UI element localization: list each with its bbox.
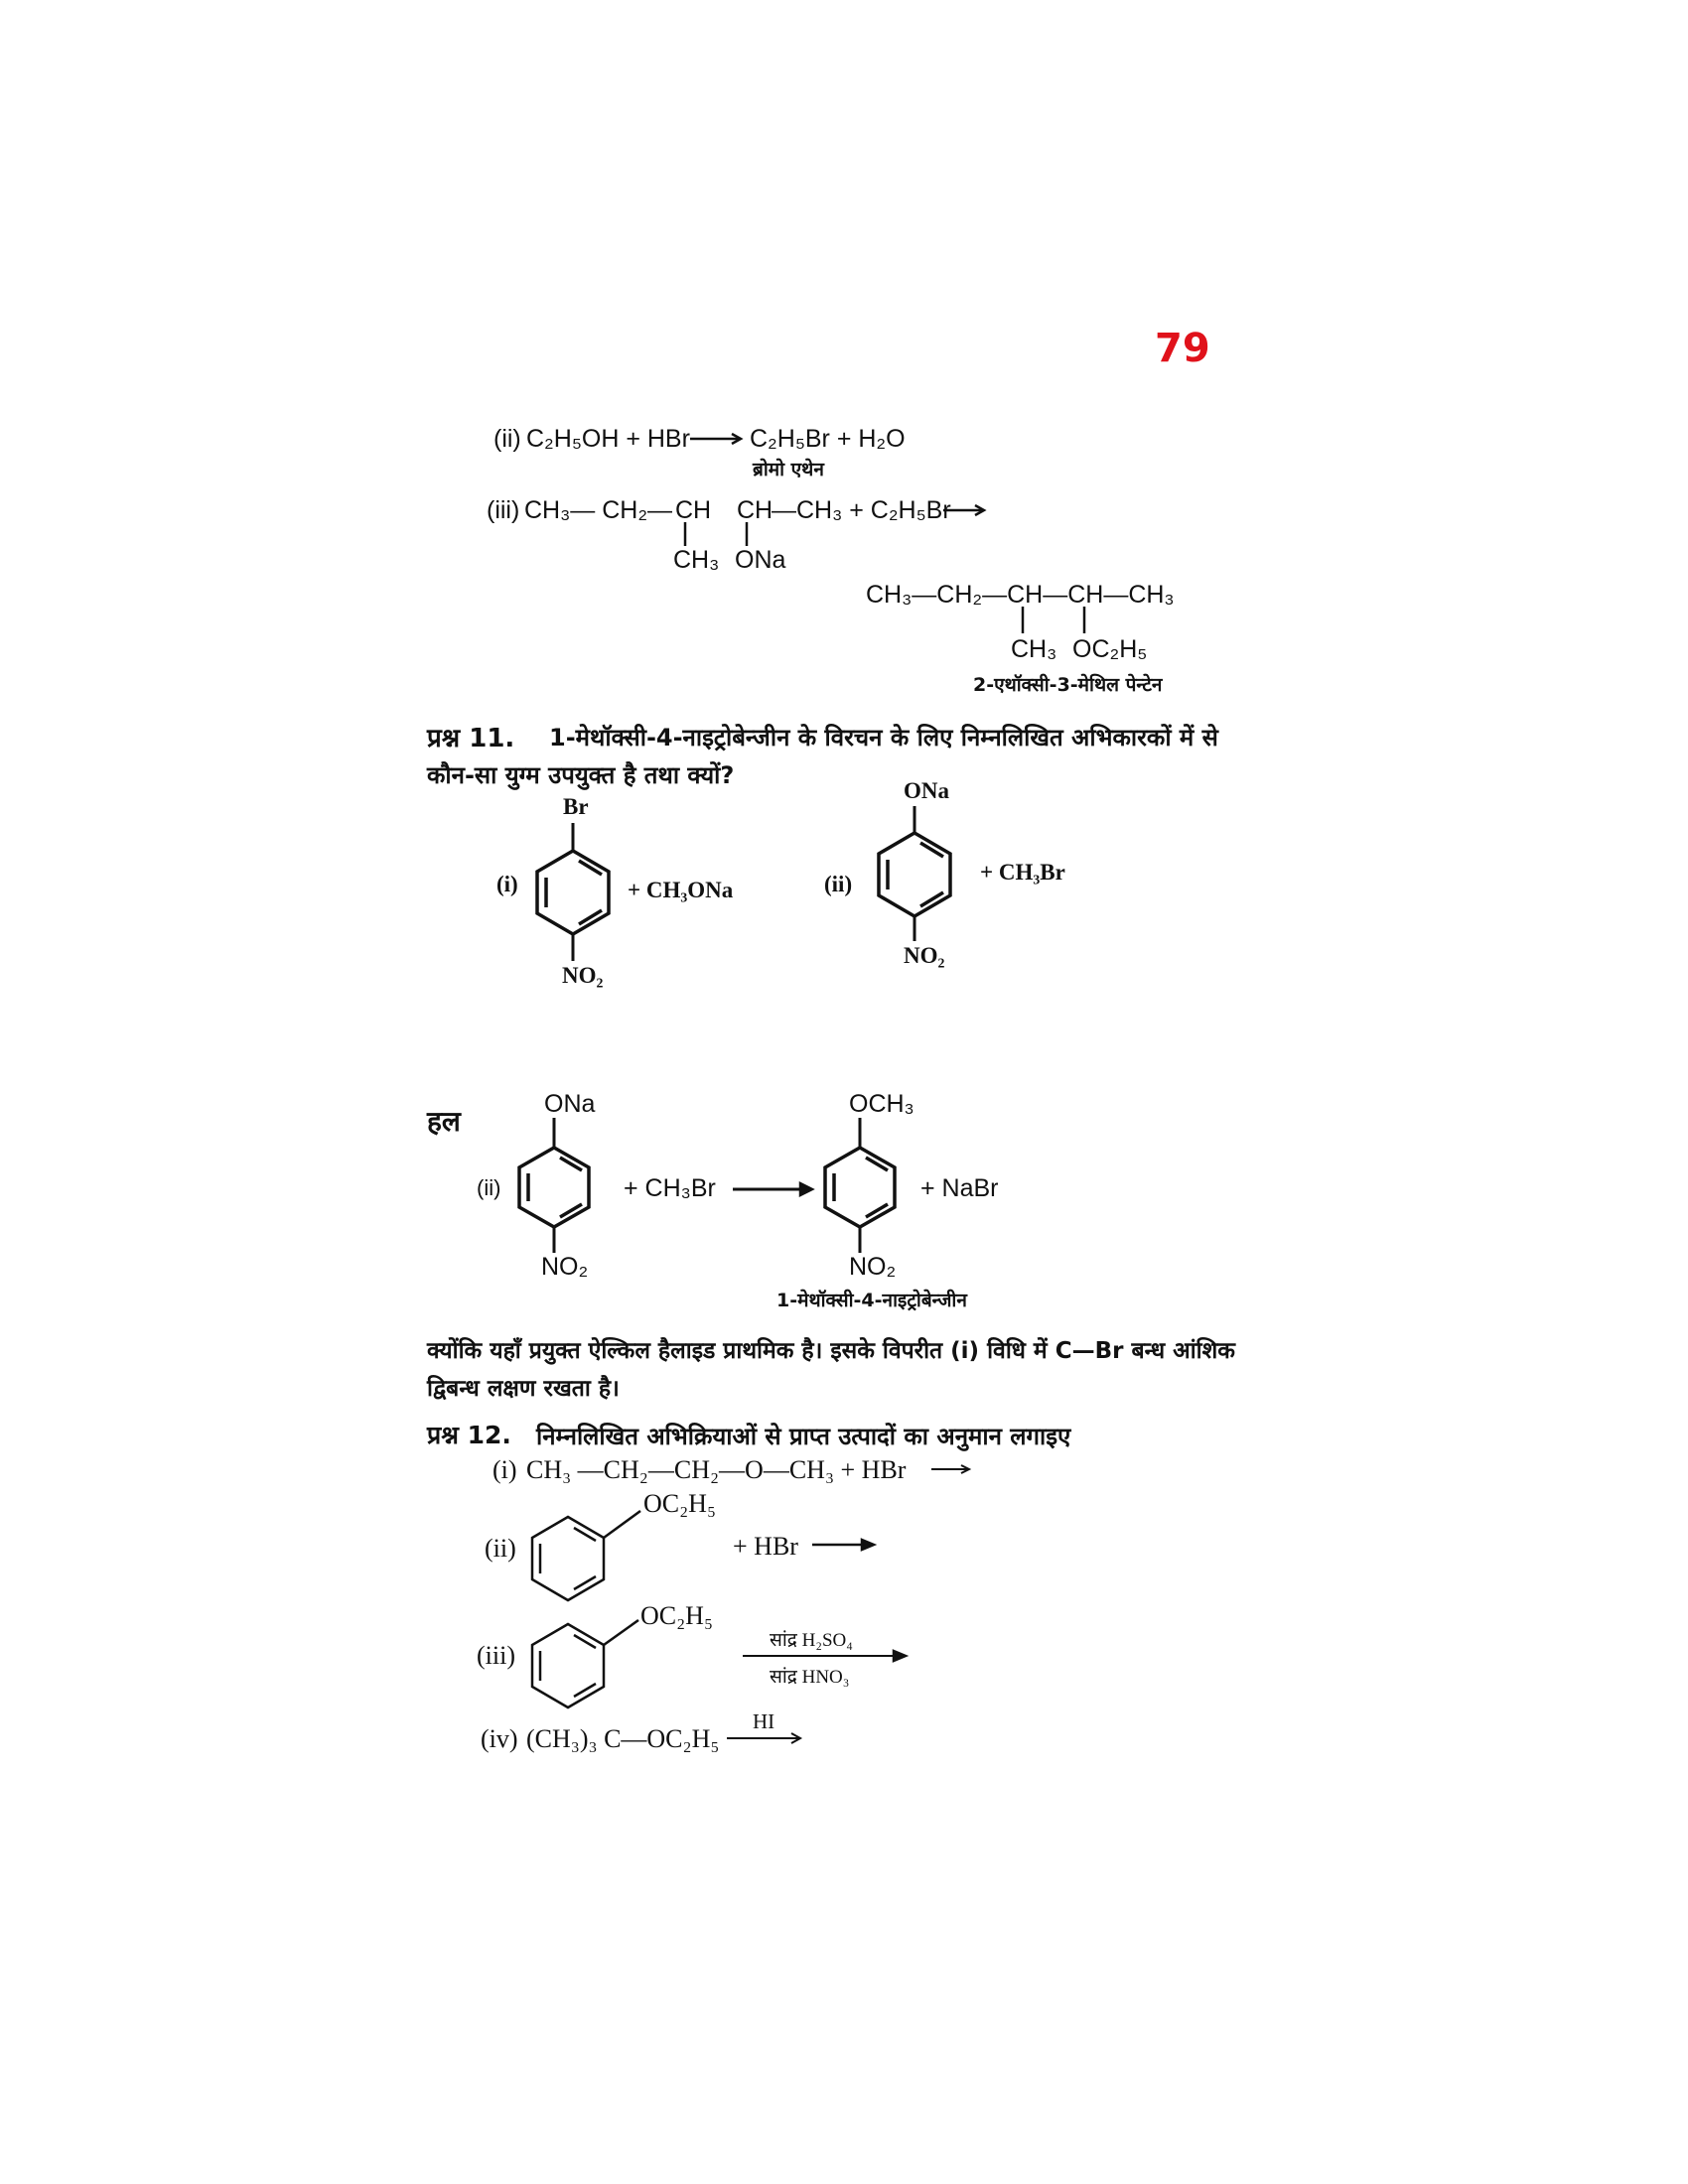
- q12-iv-reagent: HI: [753, 1709, 775, 1733]
- solution-label: हल: [427, 1105, 461, 1138]
- prev-iii-ch1: CH: [675, 496, 712, 524]
- prev-ii-products: C₂H₅Br + H₂O: [750, 425, 906, 453]
- solution-react-bottom: NO₂: [541, 1253, 589, 1281]
- prev-product-name: 2-एथॉक्सी-3-मेथिल पेन्टेन: [973, 674, 1163, 696]
- prev-product-sub1: CH₃: [1011, 635, 1057, 663]
- solution-reagent: + CH₃Br: [624, 1174, 716, 1202]
- solution-reason-line1: क्योंकि यहाँ प्रयुक्त ऐल्किल हैलाइड प्राथमिक है। इसके विपरीत (i) विधि में C—Br बन्ध आंशिक: [427, 1338, 1235, 1364]
- q11-text-line2: कौन-सा युग्म उपयुक्त है तथा क्यों?: [427, 761, 735, 789]
- q12-iii-benzene-ring: [532, 1624, 604, 1707]
- q11-opt2-top: ONa: [904, 778, 949, 803]
- prev-ii-product-name: ब्रोमो एथेन: [753, 459, 824, 480]
- prev-product-sub2: OC₂H₅: [1072, 635, 1148, 663]
- q12-ii-substituent: OC₂H₅: [643, 1489, 717, 1518]
- prev-iii-sub1: CH₃: [673, 546, 720, 574]
- q12-ii-reagent: + HBr: [733, 1532, 798, 1561]
- solution-product-bottom: NO₂: [849, 1253, 897, 1281]
- solution-byproduct: + NaBr: [920, 1174, 999, 1202]
- solution-number: (ii): [477, 1175, 501, 1200]
- q12-iv-number: (iv): [481, 1724, 518, 1753]
- prev-ii-number: (ii): [493, 425, 521, 453]
- q12-ii-benzene-ring: [532, 1517, 604, 1600]
- prev-product-chain: CH₃—CH₂—CH—CH—CH₃: [866, 581, 1175, 609]
- q11-opt2-bottom: NO₂: [904, 943, 945, 968]
- q11-text-line1: 1-मेथॉक्सी-4-नाइट्रोबेन्जीन के विरचन के लिए निम्नलिखित अभिकारकों में से: [549, 724, 1218, 751]
- prev-iii-tail: —CH₃ + C₂H₅Br: [772, 496, 951, 524]
- page-number: 79: [1155, 326, 1210, 371]
- q12-iii-substituent: OC₂H₅: [640, 1601, 714, 1630]
- prev-ii-reactants: C₂H₅OH + HBr: [526, 425, 690, 453]
- q12-label: प्रश्न 12.: [427, 1421, 511, 1449]
- q12-ii-number: (ii): [485, 1534, 516, 1563]
- q11-opt1-reagent: + CH₃ONa: [628, 878, 734, 902]
- solution-reason-line2: द्विबन्ध लक्षण रखता है।: [427, 1376, 620, 1402]
- q12-iii-number: (iii): [477, 1641, 515, 1670]
- solution-react-top: ONa: [544, 1090, 596, 1118]
- q11-opt2-benzene-ring: [879, 833, 950, 916]
- solution-product-name: 1-मेथॉक्सी-4-नाइट्रोबेन्जीन: [776, 1290, 967, 1311]
- q11-opt1-bottom: NO₂: [562, 963, 604, 988]
- solution-reactant-benzene-ring: [519, 1148, 589, 1227]
- prev-iii-number: (iii): [487, 496, 520, 524]
- prev-iii-chain: CH₃— CH₂—: [524, 496, 673, 524]
- q11-label: प्रश्न 11.: [427, 724, 515, 753]
- q12-i-number: (i): [492, 1455, 517, 1484]
- q12-iii-reagent-bottom: सांद्र HNO₃: [770, 1667, 850, 1688]
- q12-iv-equation: (CH₃)₃ C—OC₂H₅: [526, 1724, 720, 1753]
- q11-opt1-top: Br: [563, 794, 589, 819]
- q12-iii-reagent-top: सांद्र H₂SO₄: [770, 1630, 853, 1651]
- q12-i-equation: CH₃ —CH₂—CH₂—O—CH₃ + HBr: [526, 1455, 907, 1484]
- q12-ii-sub-bond: [604, 1511, 640, 1538]
- solution-product-top: OCH₃: [849, 1090, 914, 1118]
- solution-product-benzene-ring: [825, 1148, 895, 1227]
- prev-iii-ch2: CH: [737, 496, 774, 524]
- q11-opt1-benzene-ring: [537, 851, 609, 934]
- q11-opt2-number: (ii): [824, 872, 853, 896]
- prev-iii-sub2: ONa: [735, 546, 786, 574]
- q12-text: निम्नलिखित अभिक्रियाओं से प्राप्त उत्पादों का अनुमान लगाइए: [536, 1423, 1071, 1450]
- q11-opt2-reagent: + CH₃Br: [980, 860, 1065, 885]
- q11-opt1-number: (i): [496, 872, 518, 896]
- q12-iii-sub-bond: [604, 1620, 638, 1645]
